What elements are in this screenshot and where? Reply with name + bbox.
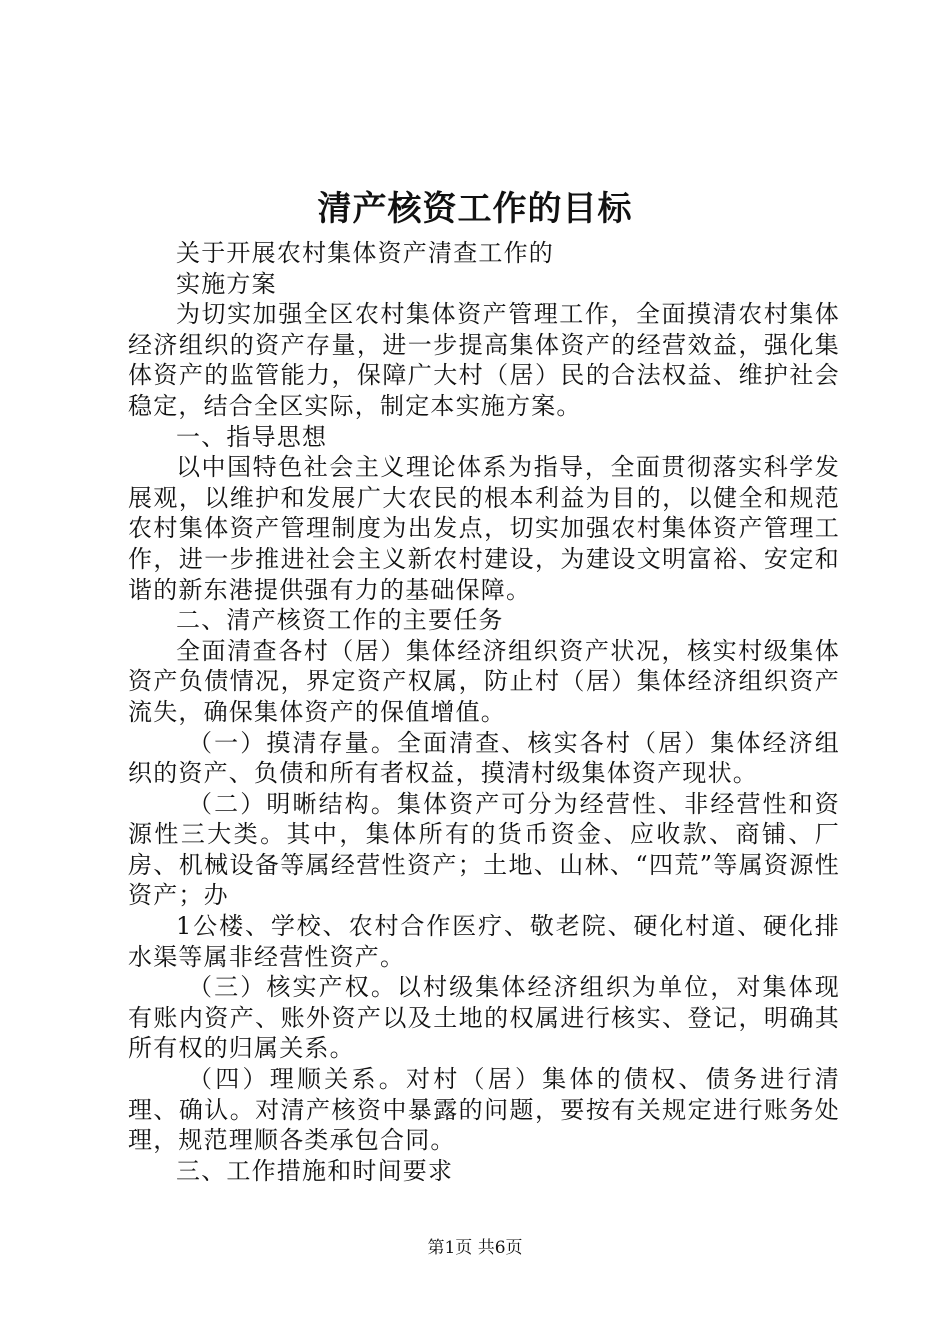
section-heading-guiding-thought: 一、指导思想: [176, 422, 328, 451]
paragraph-task-2: （二）明晰结构。集体资产可分为经营性、非经营性和资源性三大类。其中，集体所有的货币资金、应收款、商铺、厂房、机械设备等属经营性资产；土地、山林、“四荒”等属资源性资产；办: [128, 789, 840, 910]
document-title: 清产核资工作的目标: [317, 189, 633, 229]
paragraph-task-3: （三）核实产权。以村级集体经济组织为单位，对集体现有账内资产、账外资产以及土地的权属进行核实、登记，明确其所有权的归属关系。: [128, 973, 840, 1063]
section-heading-measures: 三、工作措施和时间要求: [176, 1156, 454, 1185]
document-body: [128, 238, 840, 1186]
paragraph-task-4: （四）理顺关系。对村（居）集体的债权、债务进行清理、确认。对清产核资中暴露的问题，要按有关规定进行账务处理，规范理顺各类承包合同。: [128, 1065, 840, 1155]
paragraph-task-1: （一）摸清存量。全面清查、核实各村（居）集体经济组织的资产、负债和所有者权益，摸清村级集体资产现状。: [128, 728, 840, 788]
section-heading-main-tasks: 二、清产核资工作的主要任务: [176, 606, 504, 635]
paragraph-intro: 为切实加强全区农村集体资产管理工作，全面摸清农村集体经济组织的资产存量，进一步提高集体资产的经营效益，强化集体资产的监管能力，保障广大村（居）民的合法权益、维护社会稳定，结合全区实际，制定本实施方案。: [128, 300, 840, 420]
paragraph-guiding-thought: 以中国特色社会主义理论体系为指导，全面贯彻落实科学发展观，以维护和发展广大农民的根本利益为目的，以健全和规范农村集体资产管理制度为出发点，切实加强农村集体资产管理工作，进一步推进社会主义新农村建设，为建设文明富裕、安定和谐的新东港提供强有力的基础保障。: [128, 453, 840, 604]
paragraph-main-tasks: 全面清查各村（居）集体经济组织资产状况，核实村级集体资产负债情况，界定资产权属，防止村（居）集体经济组织资产流失，确保集体资产的保值增值。: [128, 636, 840, 726]
paragraph-subtitle-line-2: 实施方案: [176, 269, 277, 298]
page-number: 第1页 共6页: [427, 1238, 523, 1258]
paragraph-task-2-continued: 1公楼、学校、农村合作医疗、敬老院、硬化村道、硬化排水渠等属非经营性资产。: [128, 912, 840, 971]
paragraph-subtitle-line-1: 关于开展农村集体资产清查工作的: [176, 239, 554, 267]
